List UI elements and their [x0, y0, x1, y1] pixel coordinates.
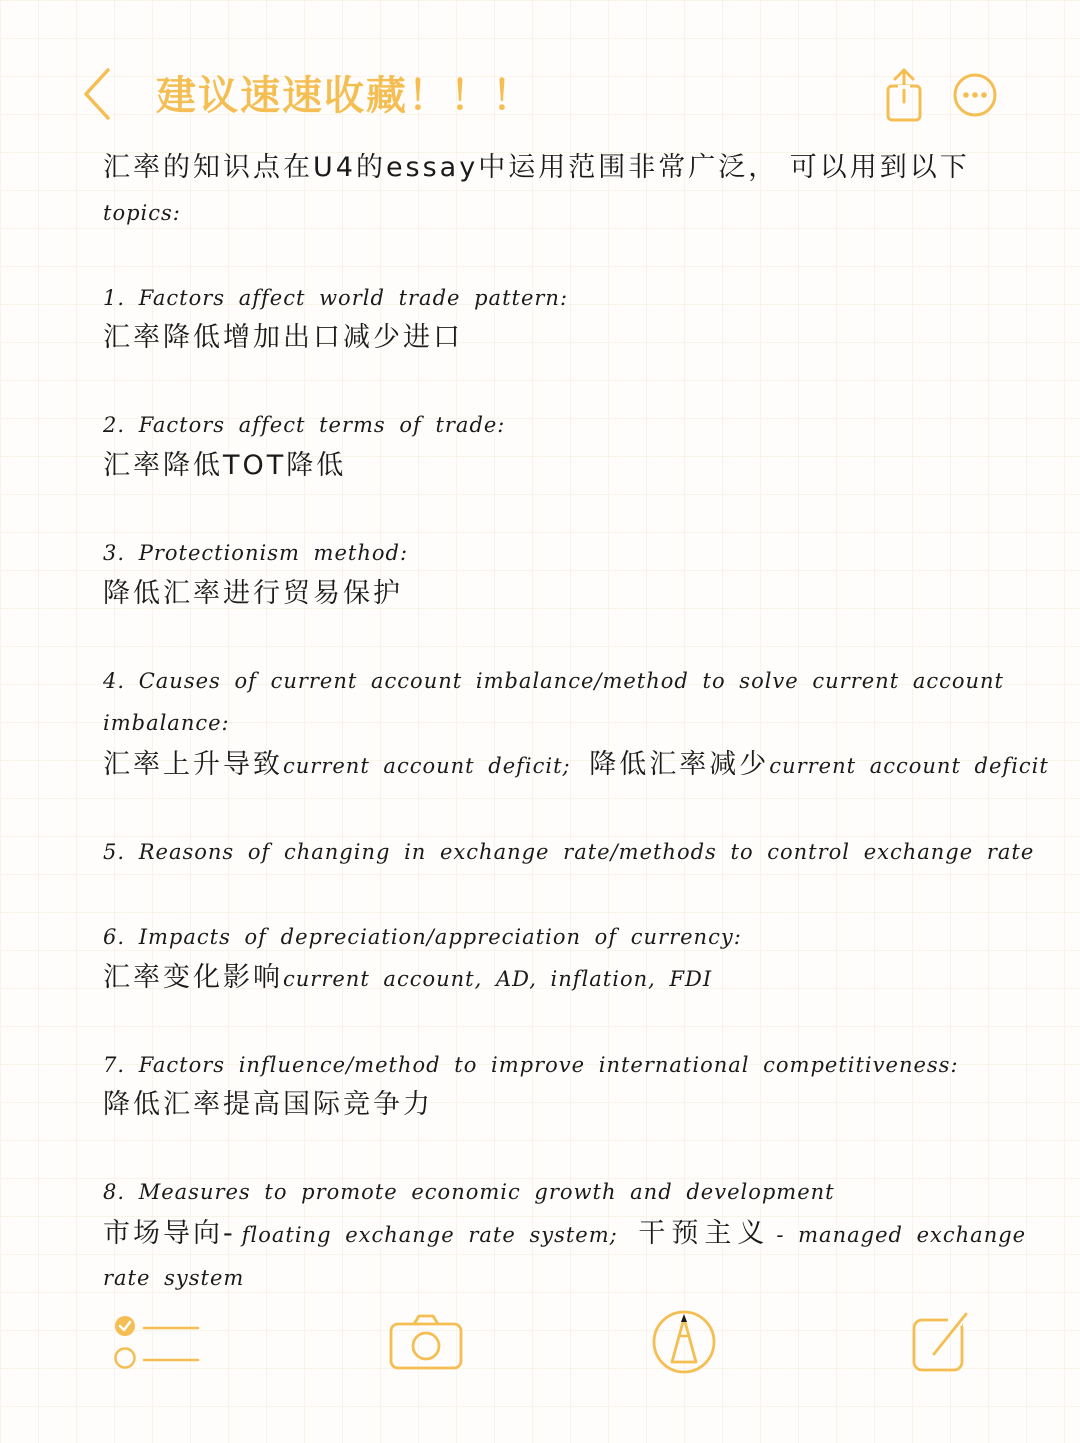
- item-4-heading: 4. Causes of current account imbalance/method to solve current account: [103, 669, 1004, 693]
- checklist-button[interactable]: [112, 1312, 202, 1374]
- item-4-text-en-a: current account deficit;: [283, 754, 571, 778]
- item-8-text-cn-b: 干预主义: [638, 1218, 771, 1249]
- checklist-icon: [112, 1312, 202, 1374]
- item-4-text: [103, 749, 1049, 782]
- more-icon: [952, 72, 998, 118]
- markup-pen-icon: [650, 1308, 718, 1376]
- item-4-text-en-b: current account deficit: [769, 754, 1049, 778]
- item-6-text-en: current account, AD, inflation, FDI: [283, 967, 713, 991]
- item-6-heading: 6. Impacts of depreciation/appreciation of currency:: [103, 925, 742, 949]
- bottom-toolbar: [0, 1300, 1080, 1390]
- item-4-heading-cont: imbalance:: [103, 711, 230, 735]
- nav-header: [0, 0, 1080, 150]
- compose-button[interactable]: [910, 1310, 970, 1374]
- item-2-heading: 2. Factors affect terms of trade:: [103, 413, 506, 437]
- item-3-heading: 3. Protectionism method:: [103, 541, 409, 565]
- item-6-text: [103, 962, 712, 995]
- item-1-text: 汇率降低增加出口减少进口: [103, 322, 463, 353]
- item-4-text-cn-b: 降低汇率减少: [589, 749, 770, 780]
- camera-button[interactable]: [388, 1312, 464, 1372]
- intro-line-cn: 汇率的知识点在U4的essay中运用范围非常广泛， 可以用到以下: [103, 152, 970, 183]
- item-4-text-cn-a: 汇率上升导致: [103, 749, 283, 780]
- item-3-text: 降低汇率进行贸易保护: [103, 578, 403, 609]
- camera-icon: [388, 1312, 464, 1372]
- item-1-heading: 1. Factors affect world trade pattern:: [103, 286, 569, 310]
- share-button[interactable]: [882, 66, 926, 124]
- back-button[interactable]: [78, 66, 122, 122]
- item-8-text-en-a: floating exchange rate system;: [241, 1223, 618, 1247]
- item-8-text: [103, 1218, 1026, 1251]
- more-button[interactable]: [952, 72, 998, 118]
- chevron-left-icon: [78, 66, 122, 122]
- item-7-text: 降低汇率提高国际竞争力: [103, 1089, 433, 1120]
- item-8-text-cn-a: 市场导向-: [103, 1218, 236, 1249]
- compose-icon: [910, 1310, 970, 1374]
- item-8-text-cont: rate system: [103, 1266, 245, 1290]
- item-6-text-cn: 汇率变化影响: [103, 962, 283, 993]
- item-8-heading: 8. Measures to promote economic growth and development: [103, 1180, 835, 1204]
- item-5-heading: 5. Reasons of changing in exchange rate/methods to control exchange rate: [103, 840, 1035, 864]
- intro-line-en: topics:: [103, 201, 181, 225]
- share-icon: [882, 66, 926, 124]
- item-8-text-en-b: - managed exchange: [776, 1223, 1027, 1247]
- markup-button[interactable]: [650, 1308, 718, 1376]
- item-2-text: 汇率降低TOT降低: [103, 450, 347, 481]
- note-title: 建议速速收藏！！！: [156, 73, 534, 119]
- item-7-heading: 7. Factors influence/method to improve international competitiveness:: [103, 1053, 959, 1077]
